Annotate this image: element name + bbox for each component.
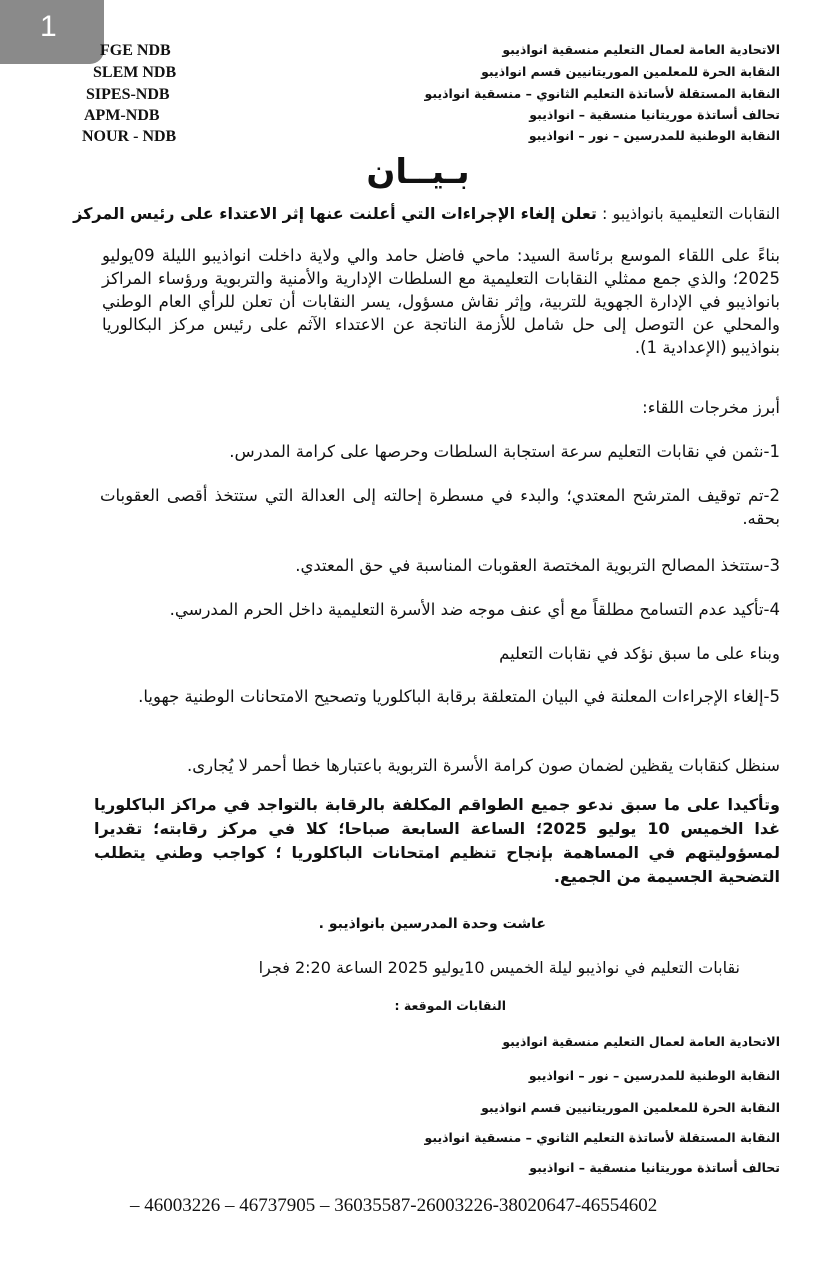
signatory: النقابة المستقلة لأساتذة التعليم الثانوي – منسقية انواذيبو: [424, 1130, 780, 1145]
page-number: 1: [40, 10, 57, 43]
subject-bold: تعلن إلغاء الإجراءات التي أعلنت عنها إثر الاعتداء على رئيس المركز: [73, 204, 597, 223]
point-2: 2-تم توقيف المترشح المعتدي؛ والبدء في مسطرة إحالته إلى العدالة التي ستتخذ أقصى العقوبات بحقه.: [100, 486, 780, 528]
point-1: 1-نثمن في نقابات التعليم سرعة استجابة السلطات وحرصها على كرامة المدرس.: [229, 442, 780, 461]
signatories-label: النقابات الموقعة :: [394, 998, 506, 1013]
org-line: النقابة المستقلة لأساتذة التعليم الثانوي – منسقية انواذيبو: [424, 86, 780, 101]
signatory: النقابة الحرة للمعلمين الموريتانيين قسم انواذيبو: [481, 1100, 780, 1115]
org-line: النقابة الحرة للمعلمين الموريتانيين قسم انواذيبو: [481, 64, 780, 79]
point-3: 3-ستتخذ المصالح التربوية المختصة العقوبات المناسبة في حق المعتدي.: [295, 556, 780, 575]
based-on-line: وبناء على ما سبق نؤكد في نقابات التعليم: [499, 644, 780, 663]
org-line: الاتحادية العامة لعمال التعليم منسقية انواذيبو: [502, 42, 780, 57]
call-paragraph: وتأكيدا على ما سبق ندعو جميع الطواقم المكلفة بالرقابة بالتواجد في مراكز الباكلوريا غدا الخميس 10 يوليو 2025؛ الساعة السابعة صباحا؛ كلا في مركز رقابته؛ تقديرا لمسؤوليتهم في المساهمة بإنجاح تنظيم امتحانات الباكلوريا ؛ كواجب وطني يتطلب التضحية الجسيمة من الجميع.: [94, 795, 780, 886]
subject-lead: النقابات التعليمية بانواذيبو :: [602, 204, 780, 223]
point-4: 4-تأكيد عدم التسامح مطلقاً مع أي عنف موجه ضد الأسرة التعليمية داخل الحرم المدرسي.: [169, 600, 780, 619]
org-line: تحالف أساتذة موريتانيا منسقية – انواذيبو: [529, 107, 780, 122]
code-apm: APM-NDB: [84, 107, 160, 124]
code-slem: SLEM NDB: [93, 64, 177, 81]
dateline: نقابات التعليم في نواذيبو ليلة الخميس 10يوليو 2025 الساعة 2:20 فجرا: [258, 958, 740, 977]
slogan: عاشت وحدة المدرسين بانواذيبو .: [318, 916, 546, 932]
subject-line: [73, 204, 780, 223]
phone-numbers: – 46003226 – 46737905 – 36035587-26003226-38020647-46554602: [130, 1195, 658, 1216]
document-title: بـيــان: [366, 152, 470, 192]
code-nour: NOUR - NDB: [82, 128, 177, 145]
vigilance-line: سنظل كنقابات يقظين لضمان صون كرامة الأسرة التربوية باعتبارها خطا أحمر لا يُجارى.: [186, 756, 780, 775]
point-5: 5-إلغاء الإجراءات المعلنة في البيان المتعلقة برقابة الباكلوريا وتصحيح الامتحانات الوطنية جهويا.: [138, 687, 780, 706]
code-fge: FGE NDB: [100, 42, 171, 59]
page-number-badge: [0, 0, 104, 64]
code-sipes: SIPES-NDB: [86, 86, 170, 103]
intro-paragraph: بناءً على اللقاء الموسع برئاسة السيد: ماحي فاضل حامد والي ولاية داخلت انواذيبو الليلة 09يوليو 2025؛ والذي جمع ممثلي النقابات التعليمية مع السلطات الإدارية والأمنية والتربوية ورؤساء المراكز بانواذيبو في الإدارة الجهوية للتربية، وإثر نقاش مسؤول، يسر النقابات أن تعلن للرأي العام الوطني والمحلي عن التوصل إلى حل شامل للأزمة الناتجة عن الاعتداء الآثم على رئيس مركز البكالوريا بنواذيبو (الإعدادية 1).: [102, 246, 780, 357]
org-line: النقابة الوطنية للمدرسين – نور – انواذيبو: [528, 128, 780, 143]
outcomes-heading: أبرز مخرجات اللقاء:: [642, 398, 780, 417]
signatory: الاتحادية العامة لعمال التعليم منسقية انواذيبو: [502, 1034, 780, 1049]
signatory: تحالف أساتذة موريتانيا منسقية – انواذيبو: [529, 1160, 780, 1175]
signatory: النقابة الوطنية للمدرسين – نور – انواذيبو: [528, 1068, 780, 1083]
